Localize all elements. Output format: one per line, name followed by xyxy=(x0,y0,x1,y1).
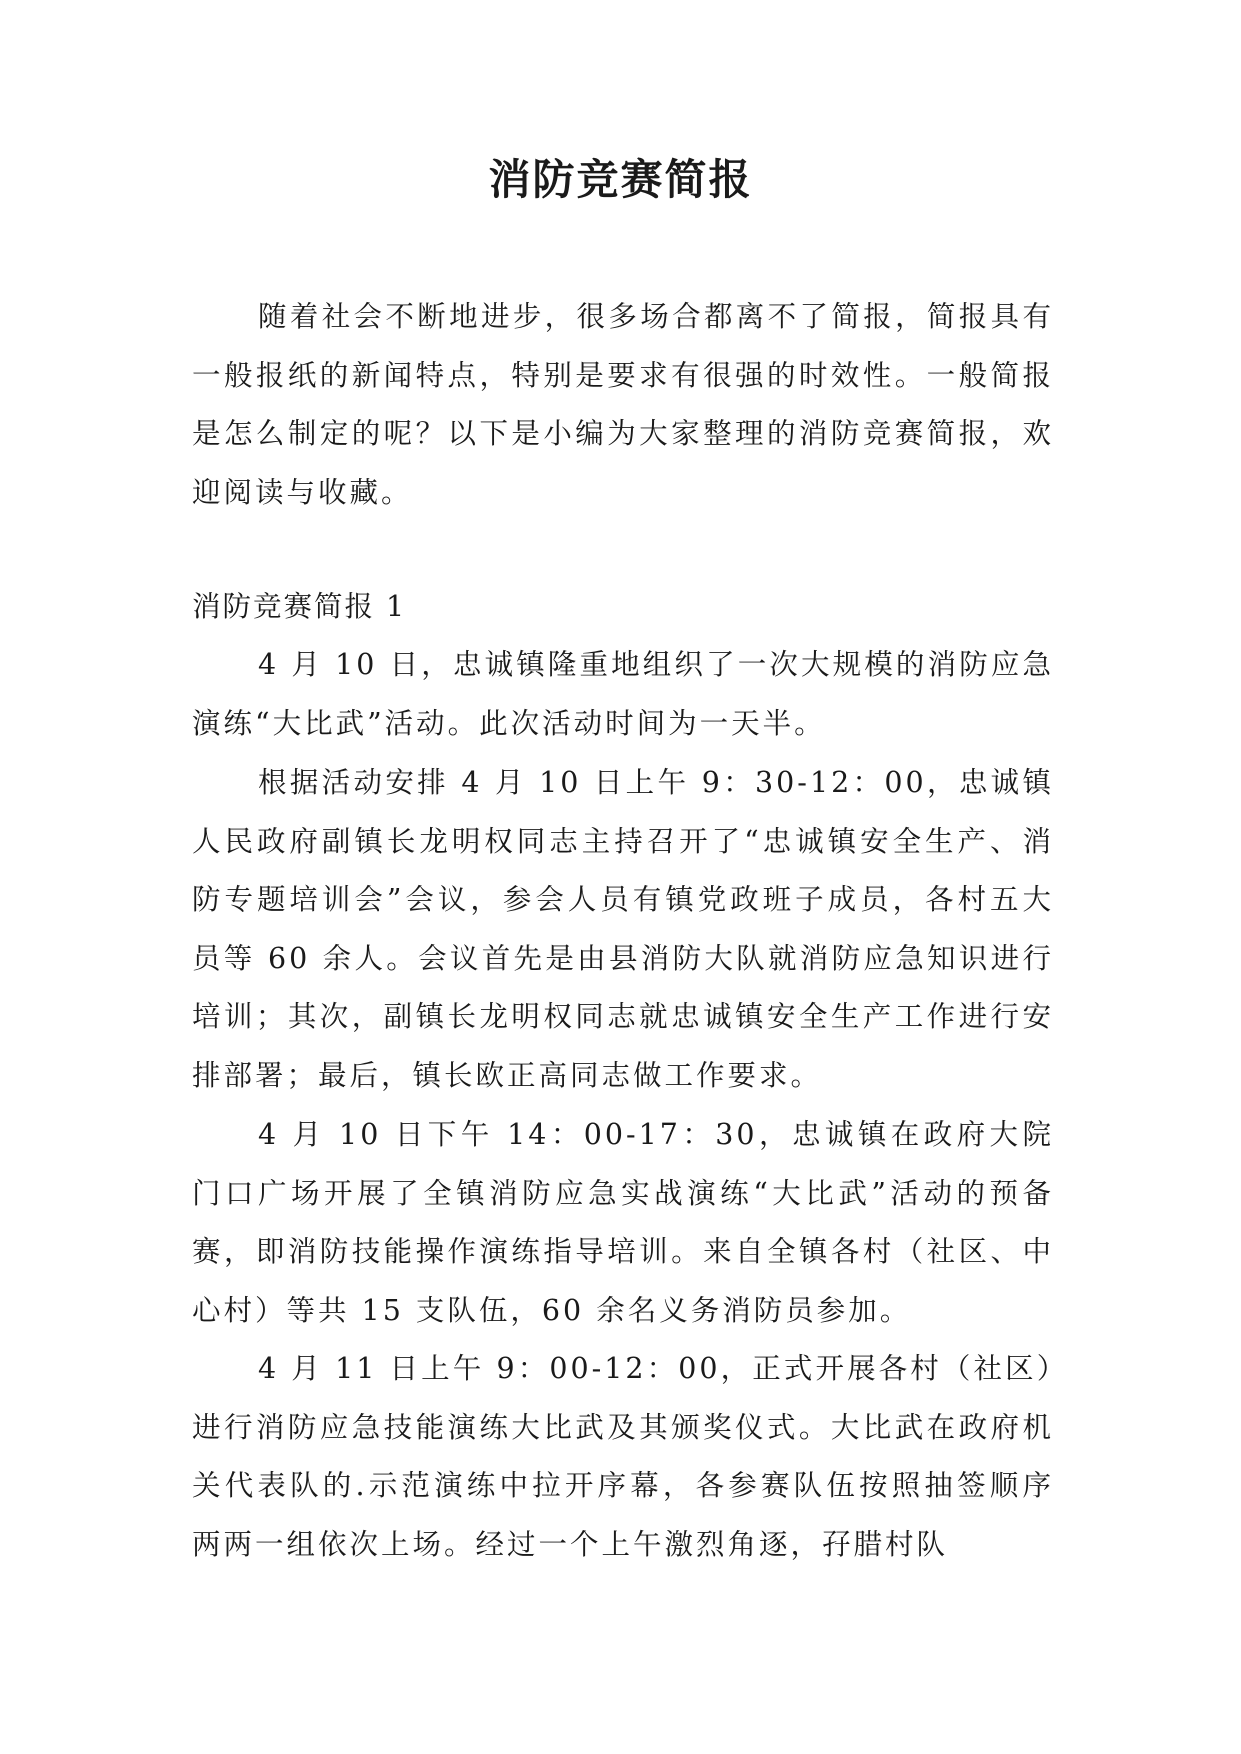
body-paragraph-2: 根据活动安排 4 月 10 日上午 9：30-12：00，忠诚镇人民政府副镇长龙明权同志主持召开了“忠诚镇安全生产、消防专题培训会”会议，参会人员有镇党政班子成员，各村五大员等 60 余人。会议首先是由县消防大队就消防应急知识进行培训；其次，副镇长龙明权同志就忠诚镇安全生产工作进行安排部署；最后，镇长欧正高同志做工作要求。 xyxy=(192,766,1054,1092)
body-paragraph-1: 4 月 10 日，忠诚镇隆重地组织了一次大规模的消防应急演练“大比武”活动。此次活动时间为一天半。 xyxy=(192,648,1054,740)
body-paragraph-3: 4 月 10 日下午 14：00-17：30，忠诚镇在政府大院门口广场开展了全镇消防应急实战演练“大比武”活动的预备赛，即消防技能操作演练指导培训。来自全镇各村（社区、中心村）等共 15 支队伍，60 余名义务消防员参加。 xyxy=(192,1118,1054,1327)
body-paragraph-4: 4 月 11 日上午 9：00-12：00，正式开展各村（社区）进行消防应急技能演练大比武及其颁奖仪式。大比武在政府机关代表队的.示范演练中拉开序幕，各参赛队伍按照抽签顺序两两一组依次上场。经过一个上午激烈角逐，孖腊村队 xyxy=(192,1352,1054,1561)
section-heading: 消防竞赛简报 1 xyxy=(192,590,407,623)
document-title: 消防竞赛简报 xyxy=(488,155,753,204)
intro-paragraph: 随着社会不断地进步，很多场合都离不了简报，简报具有一般报纸的新闻特点，特别是要求有很强的时效性。一般简报是怎么制定的呢？以下是小编为大家整理的消防竞赛简报，欢迎阅读与收藏。 xyxy=(192,300,1054,509)
